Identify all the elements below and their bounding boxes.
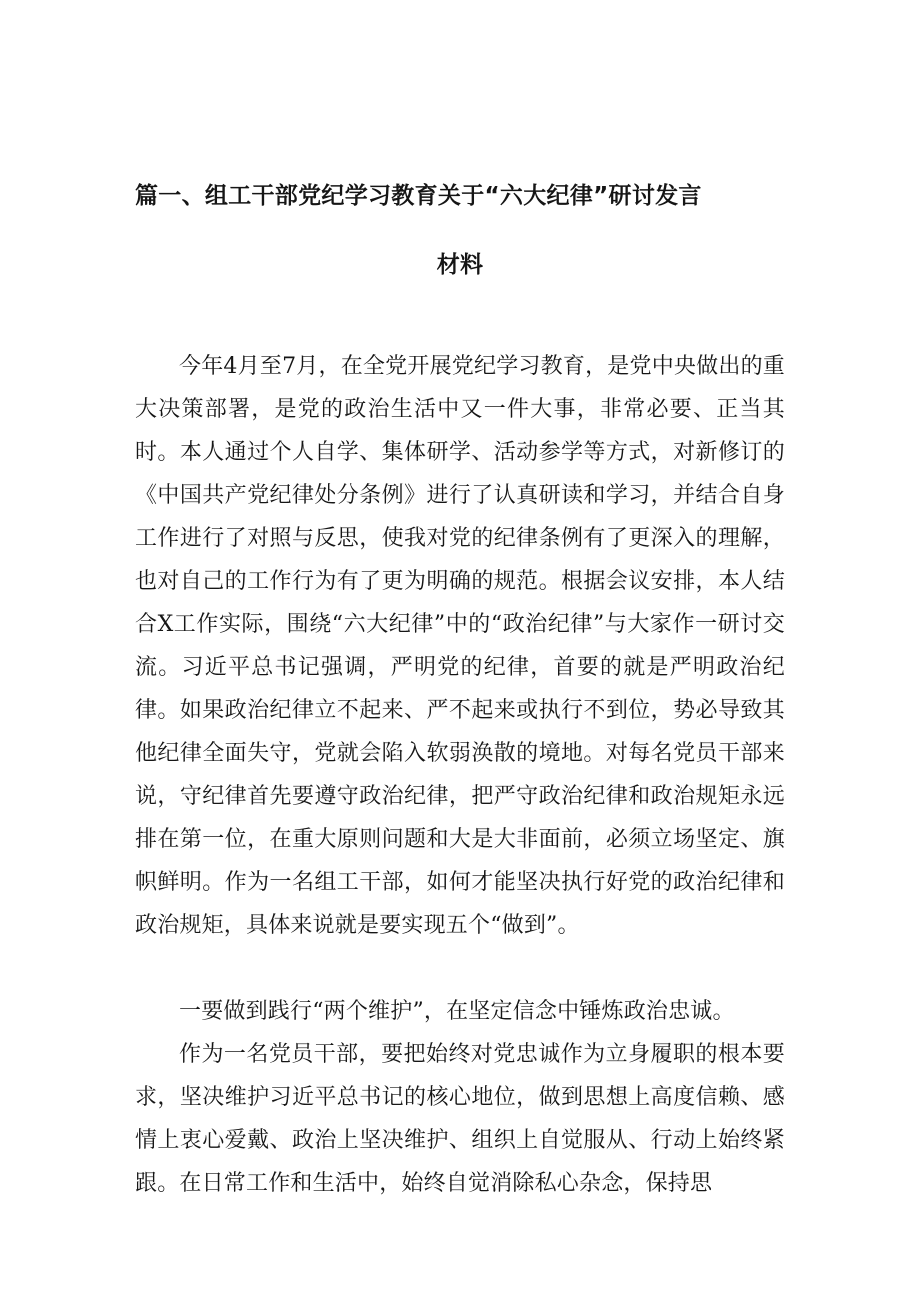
section-heading-first: 一要做到践行“两个维护”，在坚定信念中锤炼政治忠诚。 [179, 999, 735, 1024]
document-title-line-1: 篇一、组工干部党纪学习教育关于“六大纪律”研讨发言 [135, 183, 702, 209]
paragraph-heading-block [135, 990, 785, 1033]
paragraph-loyalty: 作为一名党员干部，要把始终对党忠诚作为立身履职的根本要求，坚决维护习近平总书记的核心地位，做到思想上高度信赖、感情上衷心爱戴、政治上坚决维护、组织上自觉服从、行动上始终紧跟。在日常工作和生活中，始终自觉消除私心杂念，保持思 [135, 1042, 785, 1196]
document-title-line-2: 材料 [436, 252, 484, 278]
paragraph-intro-block [135, 345, 785, 947]
paragraph-body-block [135, 1033, 785, 1205]
paragraph-intro: 今年4月至7月，在全党开展党纪学习教育，是党中央做出的重大决策部署，是党的政治生活中又一件大事，非常必要、正当其时。本人通过个人自学、集体研学、活动参学等方式，对新修订的《中国共产党纪律处分条例》进行了认真研读和学习，并结合自身工作进行了对照与反思，使我对党的纪律条例有了更深入的理解，也对自己的工作行为有了更为明确的规范。根据会议安排，本人结合X工作实际，围绕“六大纪律”中的“政治纪律”与大家作一研讨交流。习近平总书记强调，严明党的纪律，首要的就是严明政治纪律。如果政治纪律立不起来、严不起来或执行不到位，势必导致其他纪律全面失守，党就会陷入软弱涣散的境地。对每名党员干部来说，守纪律首先要遵守政治纪律，把严守政治纪律和政治规矩永远排在第一位，在重大原则问题和大是大非面前，必须立场坚定、旗帜鲜明。作为一名组工干部，如何才能坚决执行好党的政治纪律和政治规矩，具体来说就是要实现五个“做到”。 [135, 354, 785, 938]
